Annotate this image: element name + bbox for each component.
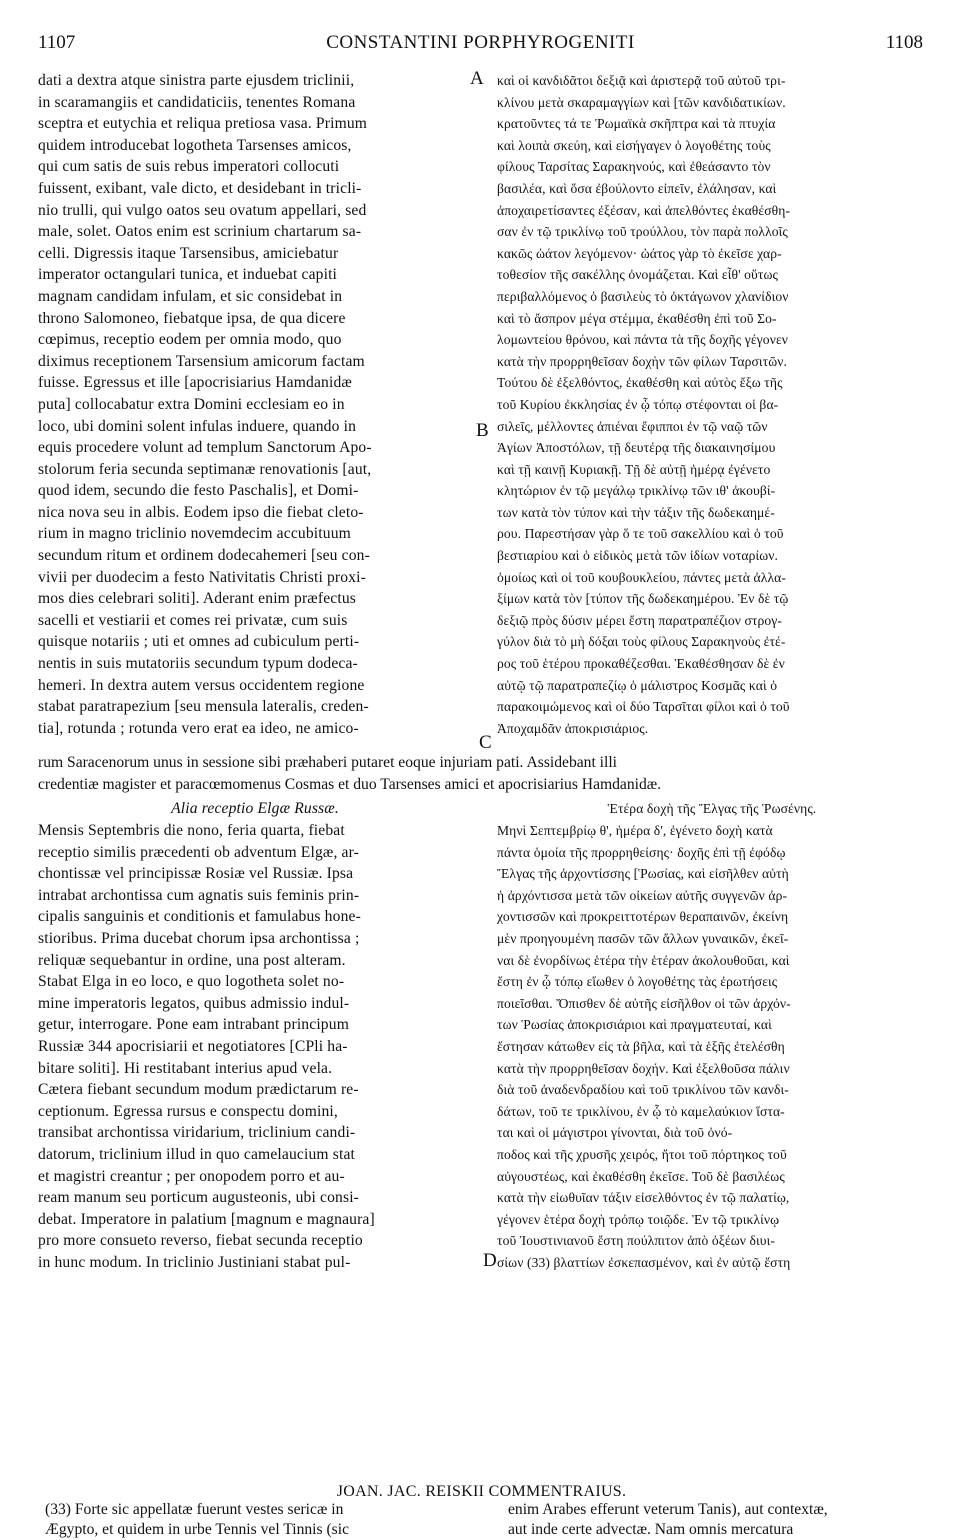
text-line: κατὰ τὴν προρρηθεῖσαν δοχὴν τῶν φίλων Ταρσιτῶν.	[497, 353, 788, 369]
text-line: rium in magno triclinio novemdecim accubituum	[38, 525, 351, 543]
text-line: tia], rotunda ; rotunda vero erat ea ideo, ne amico-	[38, 719, 359, 737]
text-line: et magistri creantur ; per onopodem porro et au-	[38, 1167, 345, 1185]
text-line: loco, ubi domini solent infulas induere, quando in	[38, 417, 357, 435]
margin-marker-b: B	[476, 420, 489, 441]
text-line: debat. Imperatore in palatium [magnum e magnaura]	[38, 1210, 375, 1228]
text-line: male, solet. Oatos enim est scrinium chartarum sa-	[38, 223, 362, 241]
text-line: cipalis sanguinis et conditionis et famulabus hone-	[38, 908, 361, 926]
text-line: περιβαλλόμενος ὁ βασιλεὺς τὸ ὀκτάγωνον χλανίδιον	[497, 288, 789, 304]
text-line: πάντα ὁμοία τῆς προρρηθείσης· δοχῆς ἐπὶ τῇ ἐφόδῳ	[497, 844, 786, 860]
text-line: aut inde certe advectæ. Nam omnis mercatura	[508, 1521, 794, 1538]
text-line: ceptionum. Egressa rursus e conspectu domini,	[38, 1102, 338, 1120]
text-line: stabat paratrapezium [seu mensula lateralis, creden-	[38, 698, 369, 716]
margin-marker-d: D	[483, 1250, 497, 1271]
text-line: equis procedere volunt ad templum Sanctorum Apo-	[38, 439, 372, 457]
text-line: in hunc modum. In triclinio Justiniani stabat pul-	[38, 1253, 351, 1271]
text-line: fuissent, exibant, vale dicto, et desidebant in tricli-	[38, 179, 362, 197]
text-line: (33) Forte sic appellatæ fuerunt vestes sericæ in	[45, 1501, 344, 1518]
text-line: ναι δὲ ἐνορδίνως ἑτέρα τὴν ἑτέραν ἀκολουθοῦαι, καὶ	[497, 952, 790, 968]
margin-marker-a: A	[470, 68, 484, 89]
text-line: των Ῥωσίας ἀποκρισιάριοι καὶ πραγματευταί, καὶ	[497, 1017, 772, 1033]
text-line: quisque notariis ; uti et omnes ad cubiculum perti-	[38, 633, 360, 651]
text-line: ἔστη ἐν ᾧ τόπῳ εἴωθεν ὁ λογοθέτης τὰς ἐρωτήσεις	[497, 974, 778, 990]
footnote-right	[508, 1500, 938, 1540]
text-line: bitare soliti]. Hi restitabant interius apud vela.	[38, 1059, 333, 1077]
text-line: ἔστησαν κάτωθεν εἰς τὰ βῆλα, καὶ τὰ ἑξῆς ἐτελέσθη	[497, 1038, 785, 1054]
text-line: imperator octangulari tunica, et induebat capiti	[38, 266, 338, 284]
text-line: puta] collocabatur extra Domini ecclesiam eo in	[38, 395, 345, 413]
text-line: τοῦ Κυρίου ἐκκλησίας ἐν ᾧ τόπῳ στέφονται οἱ βα-	[497, 396, 779, 412]
text-line: δεξιῷ πρὸς δύσιν μέρει ἔστη παρατραπέζιον στρογ-	[497, 612, 782, 628]
text-line: σίων (33) βλαττίων ἐσκεπασμένον, καὶ ἐν αὐτῷ ἔστη	[497, 1254, 791, 1270]
text-line: σιλεῖς, μέλλοντες ἀπιέναι ἔφιπποι ἐν τῷ ναῷ τῶν	[497, 418, 768, 434]
latin-section-heading: Alia receptio Elgæ Russæ.	[171, 800, 339, 817]
text-line: nica nova seu in albis. Eodem ipso die fiebat cleto-	[38, 503, 364, 521]
latin-column-bottom	[38, 820, 472, 1273]
text-line: diximus receptionem Tarsensium amicorum factam	[38, 352, 365, 370]
commentary-title: JOAN. JAC. REISKII COMMENTRAIUS.	[336, 1483, 627, 1500]
text-line: γέγονεν ἑτέρα δοχὴ τρόπῳ τοιῷδε. Ἐν τῷ τρικλίνῳ	[497, 1211, 780, 1227]
text-line: pro more consueto reverso, fiebat secunda receptio	[38, 1232, 363, 1250]
text-line: Ἔλγας τῆς ἀρχοντίσσης [Ῥωσίας, καὶ εἰσῆλθεν αὐτὴ	[497, 866, 789, 882]
text-line: ξίμων κατὰ τὸν [τύπον τῆς δωδεκαημέρου. Ἐν δὲ τῷ	[497, 591, 789, 607]
text-line: qui cum satis de suis rebus imperatori collocuti	[38, 158, 340, 176]
text-line: rum Saracenorum unus in sessione sibi præhaberi putaret eoque injuriam pati. Assidebant illi	[38, 754, 618, 771]
text-line: ρος τοῦ ἑτέρου προκαθέζεσθαι. Ἐκαθέσθησαν δὲ ἐν	[497, 656, 785, 672]
text-line: κατὰ τὴν εἰωθυῖαν τάξιν εἰσελθόντος ἐν τῷ παλατίῳ,	[497, 1190, 790, 1206]
latin-heading-wrap	[38, 798, 472, 820]
text-line: hemeri. In dextra autem versus occidentem regione	[38, 676, 365, 694]
text-line: βεστιαρίου καὶ ὁ εἰδικὸς μετὰ τῶν ἰδίων νοταρίων.	[497, 548, 779, 564]
text-line: ὁμοίως καὶ οἱ τοῦ κουβουκλείου, πάντες μετὰ ἀλλα-	[497, 569, 786, 585]
text-line: ἀποχαιρετίσαντες ἐξέσαν, καὶ ἀπελθόντες ἐκαθέσθη-	[497, 202, 791, 218]
text-line: καὶ τῇ καινῇ Κυριακῇ. Τῇ δὲ αὐτῇ ἡμέρᾳ ἐγένετο	[497, 461, 771, 477]
text-line: καὶ λοιπὰ σκεύη, καὶ εἰσήγαγεν ὁ λογοθέτης τοὺς	[497, 137, 771, 153]
text-line: καὶ τὸ ἄσπρον μέγα στέμμα, ἐκαθέσθη ἐπὶ τοῦ Σο-	[497, 310, 777, 326]
text-line: mine imperatoris legatos, quibus admissio indul-	[38, 994, 350, 1012]
text-line: stioribus. Prima ducebat chorum ipsa archontissa ;	[38, 929, 360, 947]
greek-column-bottom	[497, 820, 927, 1273]
text-line: reliquæ sequebantur in ordine, una post alteram.	[38, 951, 346, 969]
text-line: τοῦ Ἰουστινιανοῦ ἔστη πούλπιτον ἀπὸ ὀξέων διυι-	[497, 1233, 775, 1249]
text-line: Ægypto, et quidem in urbe Tennis vel Tinnis (sic	[45, 1521, 349, 1538]
text-line: nio trulli, qui vulgo oatos seu ovatum appellari, sed	[38, 201, 367, 219]
text-line: chontissæ vel principissæ Rosiæ vel Russiæ. Ipsa	[38, 865, 354, 883]
text-line: ται καὶ οἱ μάγιστροι γίνονται, διὰ τοῦ ὀνό-	[497, 1125, 733, 1141]
text-line: Ἀποχαμδᾶν ἀποκρισιάριος.	[497, 720, 649, 736]
text-line: κλητώριον ἐν τῷ μεγάλῳ τρικλίνῳ τῶν ιθ' ἀκουβί-	[497, 483, 776, 499]
text-line: ἡ ἀρχόντισσα μετὰ τῶν οἰκείων αὐτῆς συγγενῶν ἀρ-	[497, 887, 788, 903]
text-line: αὐγουστέως, καὶ ἐκαθέσθη ἐκεῖσε. Τοῦ δὲ βασιλέως	[497, 1168, 785, 1184]
text-line: magnam candidam infulam, et sic considebat in	[38, 287, 343, 305]
text-line: κατὰ τὴν προρρηθεῖσαν δοχήν. Καὶ ἐξελθοῦσα πάλιν	[497, 1060, 790, 1076]
text-line: δάτων, τοῦ τε τρικλίνου, ἐν ᾧ τὸ καμελαύκιον ἵστα-	[497, 1103, 785, 1119]
text-line: φίλους Ταρσίτας Σαρακηνούς, καὶ ἐθεάσαντο τὸν	[497, 159, 771, 175]
text-line: ποδος καὶ τῆς χρυσῆς χειρός, ἤτοι τοῦ πόρτηκος τοῦ	[497, 1146, 787, 1162]
text-line: enim Arabes efferunt veterum Tanis), aut contextæ,	[508, 1501, 828, 1518]
page-number-left: 1107	[38, 32, 76, 53]
text-line: celli. Digressis itaque Tarsensibus, amiciebatur	[38, 244, 339, 262]
text-line: κλίνου μετὰ σκαραμαγγίων καὶ [τῶν κανδιδατικίων.	[497, 94, 786, 110]
page-number-right: 1108	[885, 32, 923, 53]
text-line: παρακοιμώμενος καὶ οἱ δύο Ταρσῖται φίλοι καὶ ὁ τοῦ	[497, 699, 790, 715]
text-line: λομωντείου θρόνου, καὶ πάντα τὰ τῆς δοχῆς γέγονεν	[497, 332, 788, 348]
text-line: αὐτῷ τῷ παρατραπεζίῳ ὁ μάλιστρος Κοσμᾶς καὶ ὁ	[497, 677, 778, 693]
text-line: secundum ritum et ordinem dodecahemeri [seu con-	[38, 547, 370, 565]
text-line: transibat archontissa viridarium, triclinium candi-	[38, 1124, 356, 1142]
running-title: CONSTANTINI PORPHYROGENITI	[326, 32, 635, 53]
text-line: intrabat archontissa cum agnatis suis feminis prin-	[38, 886, 360, 904]
text-line: cœpimus, receptio eodem per omnia modo, quo	[38, 331, 342, 349]
running-header	[38, 32, 923, 58]
text-line: quidem introducebat logotheta Tarsenses amicos,	[38, 136, 352, 154]
footnote-left	[45, 1500, 475, 1540]
text-line: sacelli et vestiarii et comes rei privatæ, cum suis	[38, 611, 348, 629]
text-line: quod idem, secundo die festo Paschalis], et Domi-	[38, 482, 359, 500]
text-line: credentiæ magister et paracœmomenus Cosmas et duo Tarsenses amici et apocrisiarius Hamdanidæ.	[38, 775, 662, 793]
text-line: Ἁγίων Ἀποστόλων, τῇ δευτέρᾳ τῆς διακαινησίμου	[497, 440, 776, 456]
text-line: χοντισσῶν καὶ προκρειττοτέρων θεραπαινῶν, ἐκείνη	[497, 909, 789, 925]
text-line: κρατοῦντες τά τε Ῥωμαϊκὰ σκῆπτρα καὶ τὰ πτυχία	[497, 116, 776, 132]
full-width-lines	[38, 752, 928, 795]
text-line: getur, interrogare. Pone eam intrabant principum	[38, 1016, 349, 1034]
text-line: dati a dextra atque sinistra parte ejusdem triclinii,	[38, 72, 355, 89]
text-line: διὰ τοῦ ἀναδενδραδίου καὶ τοῦ τρικλίνου τῶν κανδι-	[497, 1082, 789, 1098]
text-line: γύλον διὰ τὸ μὴ δόξαι τοὺς φίλους Σαρακηνοὺς ἐτέ-	[497, 634, 786, 650]
greek-heading-wrap	[497, 798, 927, 820]
text-line: κακῶς ὠάτον λεγόμενον· ὠάτος γὰρ τὸ ἐκεῖσε χαρ-	[497, 245, 782, 261]
text-line: καὶ οἱ κανδιδᾶτοι δεξιᾷ καὶ ἀριστερᾷ τοῦ αὐτοῦ τρι-	[497, 73, 786, 88]
text-line: ποιεῖσθαι. Ὄπισθεν δὲ αὐτῆς εἰσῆλθον οἱ τῶν ἀρχόν-	[497, 995, 791, 1011]
text-line: Mensis Septembris die nono, feria quarta, fiebat	[38, 822, 345, 839]
text-line: μὲν προηγουμένη πασῶν τῶν ἄλλων γυναικῶν, ἐκεῖ-	[497, 930, 789, 946]
greek-column-top	[497, 70, 927, 739]
text-line: mos dies celebrari soliti]. Aderant enim præfectus	[38, 590, 356, 608]
margin-marker-c: C	[479, 732, 492, 753]
text-line: vivii per duodecim a festo Nativitatis Christi proxi-	[38, 568, 366, 586]
text-line: Τούτου δὲ ἐξελθόντος, ἐκαθέσθη καὶ αὐτὸς ἔξω τῆς	[497, 375, 783, 391]
text-line: nentis in suis mutatoriis secundum typum dodeca-	[38, 655, 358, 673]
text-line: sceptra et eutychia et reliqua pretiosa vasa. Primum	[38, 115, 368, 133]
text-line: Stabat Elga in eo loco, e quo logotheta solet no-	[38, 973, 345, 991]
text-line: fuisse. Egressus et ille [apocrisiarius Hamdanidæ	[38, 374, 352, 392]
text-line: stolorum feria secunda septimanæ renovationis [aut,	[38, 460, 372, 478]
text-line: ρου. Παρεστήσαν γὰρ ὅ τε τοῦ σακελλίου καὶ ὁ τοῦ	[497, 526, 784, 542]
text-line: τοθεσίον τῆς σακέλλης ὀνομάζεται. Καὶ εἶθ' οὕτως	[497, 267, 778, 283]
text-line: datorum, triclinium illud in quo camelaucium stat	[38, 1145, 355, 1163]
latin-column-top	[38, 70, 472, 739]
text-line: throno Salomoneo, fiebatque ipsa, de qua dicere	[38, 309, 346, 327]
text-line: Russiæ 344 apocrisiarii et negotiatores [CPli ha-	[38, 1037, 348, 1055]
text-line: των κατὰ τὸν τύπον καὶ τὴν τάξιν τῆς δωδεκαημέ-	[497, 504, 775, 520]
text-line: in scaramangiis et candidaticiis, tenentes Romana	[38, 93, 356, 111]
text-line: receptio similis præcedenti ob adventum Elgæ, ar-	[38, 843, 359, 861]
text-line: ream manum seu porticum augusteonis, ubi consi-	[38, 1189, 360, 1207]
text-line: Cætera fiebant secundum modum prædictarum re-	[38, 1081, 359, 1099]
greek-section-heading: Ἑτέρα δοχὴ τῆς Ἔλγας τῆς Ῥωσένης.	[607, 801, 817, 816]
text-line: βασιλέα, καὶ ὅσα ἐβούλοντο εἰπεῖν, ἐλάλησαν, καὶ	[497, 180, 777, 196]
text-line: σαν ἐν τῷ τρικλίνῳ τοῦ τρούλλου, τὸν παρὰ πολλοῖς	[497, 224, 788, 240]
text-line: Μηνὶ Σεπτεμβρίῳ θ', ἡμέρα δ', ἐγένετο δοχὴ κατὰ	[497, 823, 773, 838]
